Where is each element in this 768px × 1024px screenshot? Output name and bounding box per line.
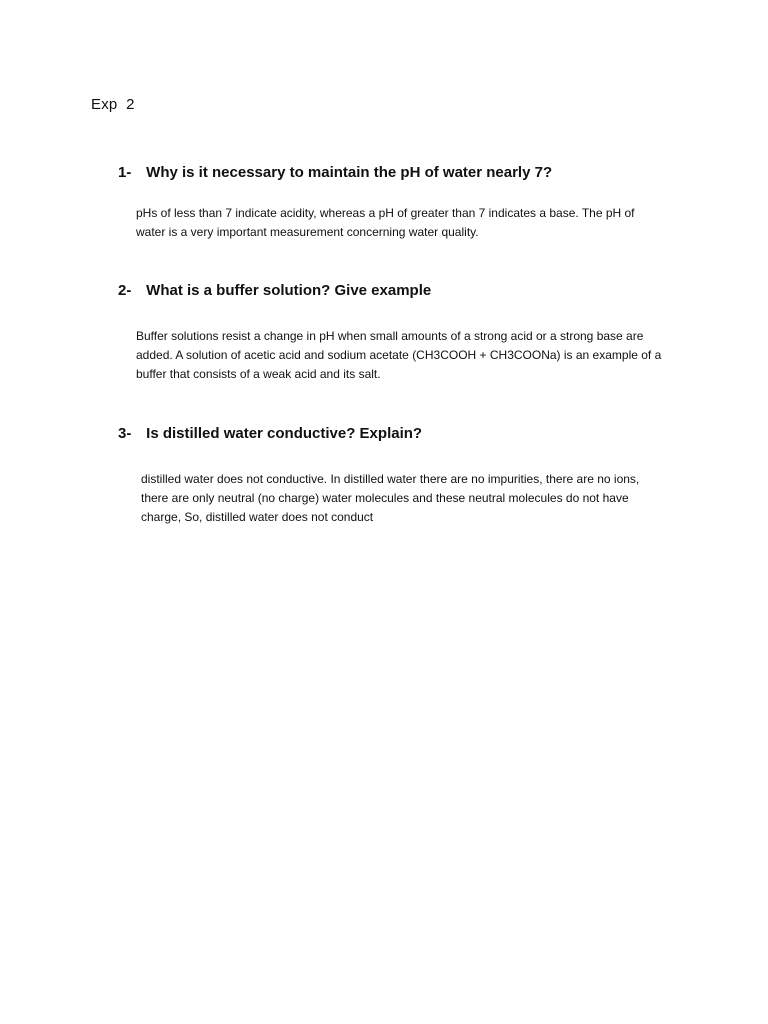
question-1-text: Why is it necessary to maintain the pH of water nearly 7? xyxy=(146,164,553,181)
question-3-heading xyxy=(118,425,422,442)
question-1-heading xyxy=(118,164,552,181)
question-3-text: Is distilled water conductive? Explain? xyxy=(146,425,423,442)
question-3-number: 3- xyxy=(118,425,132,442)
answer-1-text: pHs of less than 7 indicate acidity, whereas a pH of greater than 7 indicates a base. The pH of water is a very important measurement concerning water quality. xyxy=(136,206,635,239)
question-2-number: 2- xyxy=(118,282,132,299)
question-2-text: What is a buffer solution? Give example xyxy=(146,282,432,299)
question-2-heading xyxy=(118,282,431,299)
answer-3-text: distilled water does not conductive. In distilled water there are no impurities, there are no ions, there are only neutral (no charge) water molecules and these neutral molecules do not have charge, So, distilled water does not conduct xyxy=(141,472,640,524)
answer-2-text: Buffer solutions resist a change in pH when small amounts of a strong acid or a strong base are added. A solution of acetic acid and sodium acetate (CH3COOH + CH3COONa) is an example of a buffer that consists of a weak acid and its salt. xyxy=(136,329,662,381)
question-1-number: 1- xyxy=(118,164,132,181)
document-title: Exp 2 xyxy=(91,96,135,113)
